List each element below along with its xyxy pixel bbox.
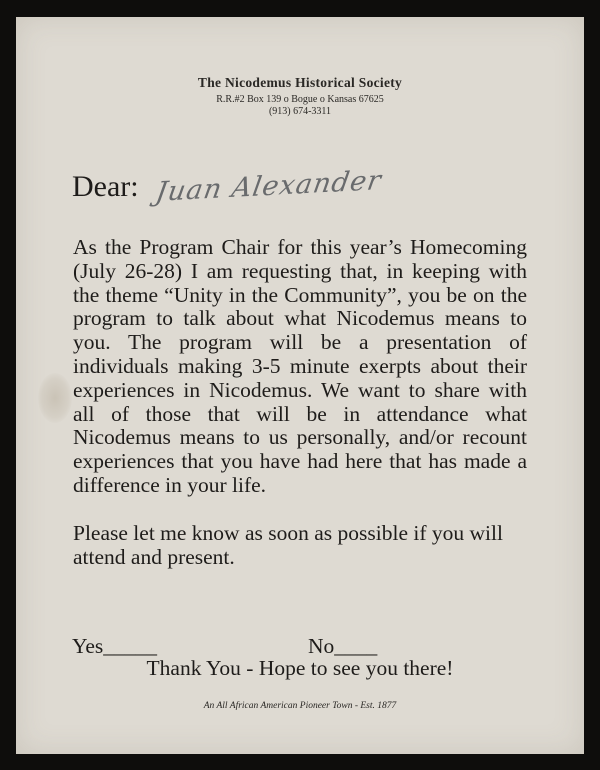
handwritten-recipient-name: Juan Alexander: [153, 165, 384, 208]
organization-name: The Nicodemus Historical Society: [197, 75, 403, 90]
organization-address: R.R.#2 Box 139 o Bogue o Kansas 67625: [216, 94, 384, 105]
body-paragraph-1: As the Program Chair for this year’s Homecoming (July 26-28) I am requesting that, in keeping with the theme “Unity in the Community”, you be on the program to talk about what Nicodemus means to you. The program will be a presentation of individuals making 3-5 minute exerpts about their experiences in Nicodemus. We want to share with all of those that will be in attendance what Nicodemus means to us personally, and/or recount experiences that you have had here that has made a difference in your life.: [73, 235, 527, 497]
letter-page: [16, 17, 584, 754]
no-response-line: No____: [308, 634, 378, 658]
salutation-label: Dear:: [72, 170, 139, 203]
body-paragraph-2: Please let me know as soon as possible if you will attend and present.: [73, 520, 503, 569]
salutation: [72, 165, 384, 208]
yes-response-line: Yes_____: [72, 634, 158, 658]
water-stain: [38, 373, 72, 423]
footer-tagline: An All African American Pioneer Town - Est. 1877: [203, 701, 397, 711]
letter-body: [73, 236, 527, 569]
closing-line: Thank You - Hope to see you there!: [146, 656, 454, 680]
organization-phone: (913) 674-3311: [268, 106, 332, 117]
